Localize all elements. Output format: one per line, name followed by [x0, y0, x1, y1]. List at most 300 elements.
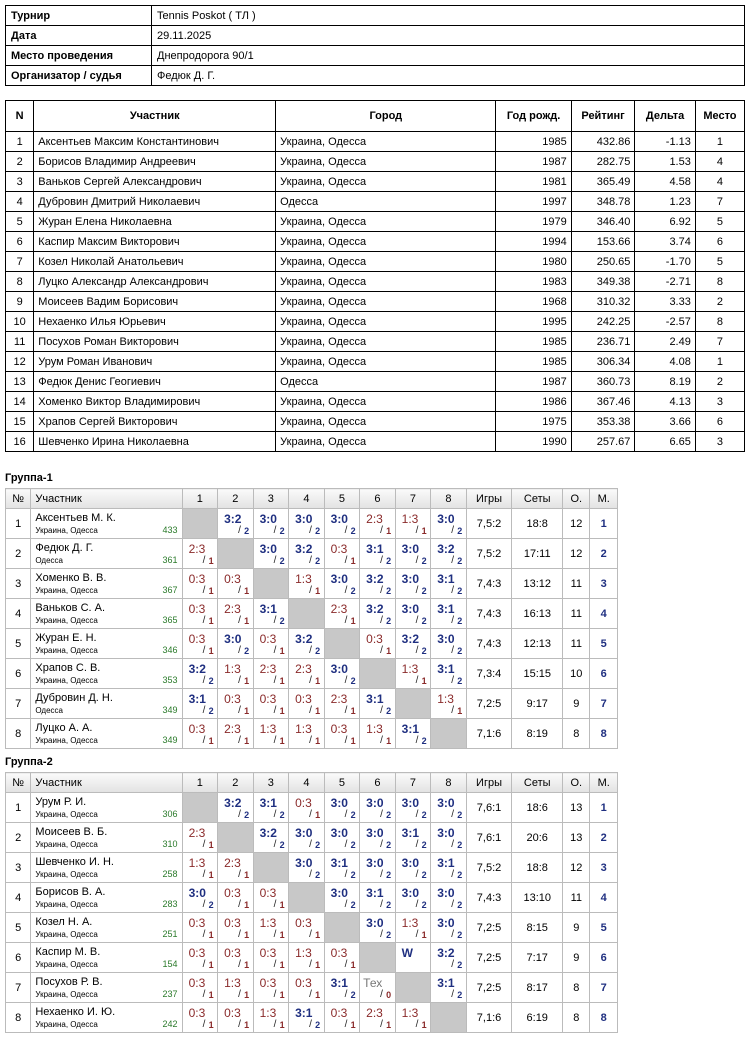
match-slash: /	[273, 899, 277, 910]
info-row	[6, 66, 745, 86]
match-slash: /	[451, 525, 454, 536]
match-points: 2	[457, 616, 463, 626]
match-slash: /	[273, 929, 277, 940]
match-points: 2	[208, 706, 214, 716]
participant-row	[6, 132, 745, 152]
match-result-cell	[218, 793, 254, 823]
participant-cell: Шевченко Ирина Николаевна	[34, 432, 276, 452]
match-score: 0:3	[366, 632, 383, 646]
self-match-cell	[182, 793, 218, 823]
match-slash: /	[344, 555, 348, 566]
participant-row	[6, 392, 745, 412]
group-sets: 20:6	[512, 823, 563, 853]
group-games: 7,5:2	[466, 539, 512, 569]
match-result-cell	[289, 943, 325, 973]
match-slash: /	[344, 525, 348, 536]
participant-cell: 7	[695, 332, 744, 352]
match-result	[396, 509, 431, 538]
match-result	[396, 943, 431, 972]
match-slash: /	[344, 989, 348, 1000]
match-result	[360, 509, 395, 538]
match-points: 2	[350, 526, 356, 536]
match-slash: /	[380, 989, 383, 1000]
match-result	[396, 883, 431, 912]
match-result-cell	[218, 599, 254, 629]
match-slash: /	[344, 705, 348, 716]
match-slash: /	[238, 959, 241, 970]
group-sets: 15:15	[512, 659, 563, 689]
group-col-header: 2	[218, 489, 254, 509]
match-score: 1:3	[259, 916, 277, 930]
match-result	[218, 853, 253, 882]
participant-cell: 5	[695, 212, 744, 232]
match-points: 2	[421, 736, 427, 746]
self-match-cell	[395, 973, 431, 1003]
match-score: 1:3	[224, 976, 241, 990]
info-row	[6, 46, 745, 66]
group-player-number: 2	[6, 539, 31, 569]
match-result	[360, 793, 395, 822]
match-score: 0:3	[295, 976, 312, 990]
match-result	[254, 823, 289, 852]
match-slash: /	[273, 675, 277, 686]
match-points: 2	[457, 586, 463, 596]
self-match-cell	[324, 913, 360, 943]
info-label: Дата	[6, 26, 152, 46]
group-player-cell	[31, 853, 182, 883]
match-result-cell	[324, 883, 360, 913]
info-label: Организатор / судья	[6, 66, 152, 86]
match-score: 2:3	[224, 602, 241, 616]
group-points: 9	[563, 943, 590, 973]
match-slash: /	[451, 675, 454, 686]
match-points: 1	[279, 900, 285, 910]
group-player-cell	[31, 659, 182, 689]
group-player-cell	[31, 719, 182, 749]
match-slash: /	[344, 959, 348, 970]
match-score: 3:1	[437, 662, 455, 676]
match-points: 1	[386, 646, 392, 656]
participant-cell: 242.25	[571, 312, 635, 332]
match-result	[183, 659, 218, 688]
match-slash: /	[415, 645, 419, 656]
group-games: 7,3:4	[466, 659, 512, 689]
match-result	[289, 509, 324, 538]
match-result-cell	[395, 943, 431, 973]
match-slash: /	[202, 615, 206, 626]
participant-cell: 1985	[496, 132, 571, 152]
match-score: 0:3	[295, 916, 312, 930]
match-result-cell	[324, 539, 360, 569]
match-result-cell	[360, 719, 396, 749]
match-score: 3:0	[437, 916, 455, 930]
match-points: 2	[457, 676, 463, 686]
match-result	[325, 943, 360, 972]
match-points: 2	[386, 706, 392, 716]
match-result	[183, 913, 218, 942]
match-score: 3:0	[366, 856, 384, 870]
participant-cell: 4.08	[635, 352, 695, 372]
participant-cell: 6.92	[635, 212, 695, 232]
match-result	[289, 659, 324, 688]
group-row	[6, 853, 618, 883]
participant-row	[6, 432, 745, 452]
group-games: 7,4:3	[466, 883, 512, 913]
match-result-cell	[360, 823, 396, 853]
group-player-cell	[31, 943, 182, 973]
participant-cell: 4.58	[635, 172, 695, 192]
group-points: 13	[563, 823, 590, 853]
participant-cell: Украина, Одесса	[276, 392, 496, 412]
match-result	[360, 823, 395, 852]
match-score: 2:3	[188, 542, 206, 556]
match-result-cell	[324, 509, 360, 539]
match-slash: /	[273, 809, 277, 820]
match-points: 2	[208, 900, 214, 910]
player-rating: 283	[162, 899, 178, 909]
group-sets: 13:12	[512, 569, 563, 599]
group-player-cell	[31, 569, 182, 599]
participant-cell: 1980	[496, 252, 571, 272]
player-rating: 242	[162, 1019, 178, 1029]
match-result	[254, 659, 289, 688]
match-slash: /	[451, 585, 454, 596]
match-result	[183, 973, 218, 1002]
group-place: 2	[590, 823, 618, 853]
match-score: 3:1	[437, 602, 455, 616]
match-points: 1	[279, 1020, 285, 1030]
group-games: 7,2:5	[466, 943, 512, 973]
match-result-cell	[253, 973, 289, 1003]
participants-table	[5, 100, 745, 452]
match-slash: /	[415, 615, 419, 626]
participant-cell: Украина, Одесса	[276, 312, 496, 332]
match-result-cell	[431, 629, 467, 659]
match-slash: /	[451, 809, 454, 820]
match-points: 2	[350, 900, 356, 910]
participant-cell: Хоменко Виктор Владимирович	[34, 392, 276, 412]
match-slash: /	[415, 585, 419, 596]
group-points: 11	[563, 883, 590, 913]
participant-cell: 8	[695, 312, 744, 332]
participant-cell: 360.73	[571, 372, 635, 392]
match-points: 1	[279, 706, 285, 716]
player-city: Украина, Одесса	[35, 615, 98, 625]
group-place: 6	[590, 943, 618, 973]
participant-cell: 3.66	[635, 412, 695, 432]
match-points: 1	[386, 1020, 392, 1030]
match-slash: /	[451, 899, 454, 910]
match-slash: /	[344, 585, 348, 596]
participant-cell: Ваньков Сергей Александрович	[34, 172, 276, 192]
participant-cell: Украина, Одесса	[276, 232, 496, 252]
match-score: 3:0	[401, 572, 420, 586]
match-result	[218, 629, 253, 658]
participant-cell: 3.33	[635, 292, 695, 312]
match-points: 1	[421, 930, 427, 940]
match-score: 2:3	[366, 1006, 383, 1020]
group-games: 7,2:5	[466, 913, 512, 943]
match-result	[360, 629, 395, 658]
participant-cell: 7	[695, 192, 744, 212]
match-slash: /	[202, 929, 206, 940]
participant-cell: 310.32	[571, 292, 635, 312]
group-sets: 13:10	[512, 883, 563, 913]
participant-cell: 367.46	[571, 392, 635, 412]
match-score: 0:3	[295, 692, 312, 706]
group-sets: 9:17	[512, 689, 563, 719]
match-points: 1	[208, 990, 214, 1000]
match-slash: /	[202, 585, 206, 596]
participants-col-header: Место	[695, 101, 744, 132]
group-player-cell	[31, 793, 182, 823]
match-result-cell	[395, 569, 431, 599]
match-slash: /	[380, 839, 383, 850]
group-col-header: 6	[360, 773, 396, 793]
match-points: 1	[315, 676, 321, 686]
match-result-cell	[218, 509, 254, 539]
group-place: 2	[590, 539, 618, 569]
match-score: 3:0	[401, 542, 420, 556]
match-result-cell	[431, 913, 467, 943]
group-row	[6, 943, 618, 973]
participant-cell: 8	[695, 272, 744, 292]
match-result-cell	[218, 569, 254, 599]
match-result	[218, 659, 253, 688]
group-sets: 6:19	[512, 1003, 563, 1033]
group-col-header: М.	[590, 773, 618, 793]
group-row	[6, 599, 618, 629]
match-points: 1	[279, 676, 285, 686]
participant-cell: Храпов Сергей Викторович	[34, 412, 276, 432]
match-score: 3:2	[188, 662, 206, 676]
player-name: Храпов С. В.	[35, 661, 101, 674]
match-result-cell	[395, 853, 431, 883]
match-result-cell	[324, 823, 360, 853]
participant-cell: 13	[6, 372, 34, 392]
match-result	[360, 689, 395, 718]
participant-cell: 6	[695, 232, 744, 252]
match-result	[396, 719, 431, 748]
match-score: 3:0	[259, 542, 277, 556]
group-col-header: Сеты	[512, 489, 563, 509]
match-score: 3:0	[401, 602, 420, 616]
match-score: 3:1	[330, 856, 348, 870]
match-result	[431, 629, 466, 658]
match-score: 0:3	[188, 722, 206, 736]
participant-cell: 3	[695, 432, 744, 452]
group-player-number: 7	[6, 973, 31, 1003]
match-slash: /	[309, 989, 312, 1000]
match-points: 1	[350, 706, 356, 716]
match-slash: /	[415, 839, 419, 850]
match-result-cell	[253, 883, 289, 913]
match-score: 2:3	[330, 602, 348, 616]
match-result	[325, 509, 360, 538]
match-result-cell	[431, 823, 467, 853]
match-result	[289, 569, 324, 598]
match-result-cell	[395, 823, 431, 853]
match-result	[218, 689, 253, 718]
participant-cell: 5	[695, 252, 744, 272]
match-slash: /	[309, 675, 312, 686]
match-slash: /	[309, 1019, 312, 1030]
match-slash: /	[380, 869, 383, 880]
group-player-cell	[31, 509, 182, 539]
match-result-cell	[360, 569, 396, 599]
match-points: 1	[279, 646, 285, 656]
self-match-cell	[431, 1003, 467, 1033]
group-games: 7,1:6	[466, 719, 512, 749]
participant-cell: 5	[6, 212, 34, 232]
match-points: 2	[386, 810, 392, 820]
group-player-number: 1	[6, 793, 31, 823]
participant-cell: 4.13	[635, 392, 695, 412]
participant-cell: Козел Николай Анатольевич	[34, 252, 276, 272]
participant-row	[6, 312, 745, 332]
participant-cell: 1	[695, 352, 744, 372]
match-score: 1:3	[259, 722, 277, 736]
match-points: 0	[386, 990, 392, 1000]
match-points: 1	[208, 586, 214, 596]
match-result	[431, 509, 466, 538]
match-result	[183, 1003, 218, 1032]
participant-cell: Украина, Одесса	[276, 352, 496, 372]
match-score: 3:1	[188, 692, 206, 706]
match-result-cell	[182, 883, 218, 913]
group-place: 7	[590, 973, 618, 1003]
group-games: 7,4:3	[466, 599, 512, 629]
player-rating: 353	[162, 675, 178, 685]
match-result-cell	[218, 943, 254, 973]
match-score: 0:3	[330, 722, 348, 736]
match-slash: /	[451, 705, 454, 716]
match-score: 1:3	[401, 916, 419, 930]
match-result-cell	[182, 943, 218, 973]
match-slash: /	[202, 645, 206, 656]
match-slash: /	[380, 809, 383, 820]
match-points: 2	[244, 526, 250, 536]
match-result	[396, 539, 431, 568]
match-score: 0:3	[188, 602, 206, 616]
match-score: 3:1	[437, 856, 455, 870]
match-result-cell	[253, 913, 289, 943]
match-result	[254, 913, 289, 942]
match-result-cell	[289, 823, 325, 853]
participant-cell: 1986	[496, 392, 571, 412]
match-score: 0:3	[224, 946, 241, 960]
match-result-cell	[431, 599, 467, 629]
match-result	[360, 539, 395, 568]
match-result-cell	[253, 719, 289, 749]
match-result-cell	[182, 569, 218, 599]
match-result	[360, 853, 395, 882]
match-points: 2	[386, 900, 392, 910]
match-result-cell	[253, 539, 289, 569]
match-result	[254, 793, 289, 822]
match-score: 3:2	[295, 632, 313, 646]
participant-row	[6, 352, 745, 372]
match-points: 1	[315, 990, 321, 1000]
match-result-cell	[289, 689, 325, 719]
match-score: 0:3	[224, 572, 241, 586]
group-games: 7,4:3	[466, 629, 512, 659]
match-score: 3:0	[401, 796, 420, 810]
match-points: 1	[208, 930, 214, 940]
participant-row	[6, 212, 745, 232]
match-result-cell	[182, 629, 218, 659]
group-player-number: 3	[6, 569, 31, 599]
match-result-cell	[253, 689, 289, 719]
match-score: 3:0	[259, 512, 277, 526]
match-score: 3:0	[437, 886, 455, 900]
player-name: Каспир М. В.	[35, 945, 101, 958]
match-slash: /	[273, 525, 277, 536]
match-result-cell	[395, 539, 431, 569]
group-player-number: 5	[6, 629, 31, 659]
match-slash: /	[380, 585, 383, 596]
match-result-cell	[360, 629, 396, 659]
match-points: 2	[457, 960, 463, 970]
match-points: 2	[421, 616, 427, 626]
group-row	[6, 883, 618, 913]
group-sets: 18:8	[512, 853, 563, 883]
match-result	[396, 793, 431, 822]
match-result-cell	[395, 629, 431, 659]
match-score: 0:3	[259, 692, 277, 706]
self-match-cell	[360, 659, 396, 689]
match-result	[289, 853, 324, 882]
group-place: 3	[590, 569, 618, 599]
match-slash: /	[451, 645, 454, 656]
match-result-cell	[253, 823, 289, 853]
group-sets: 7:17	[512, 943, 563, 973]
match-points: 1	[244, 736, 250, 746]
participant-cell: 2	[695, 292, 744, 312]
match-slash: /	[415, 675, 419, 686]
match-result	[218, 943, 253, 972]
match-result	[396, 659, 431, 688]
match-result-cell	[182, 1003, 218, 1033]
match-slash: /	[309, 959, 312, 970]
match-result-cell	[218, 659, 254, 689]
match-slash: /	[380, 555, 383, 566]
group-1-header-row	[6, 489, 618, 509]
match-result-cell	[182, 973, 218, 1003]
match-result	[431, 913, 466, 942]
match-score: 3:0	[188, 886, 206, 900]
group-col-header: 5	[324, 773, 360, 793]
player-name: Луцко А. А.	[35, 721, 93, 734]
match-result	[289, 689, 324, 718]
match-score: 3:0	[295, 512, 313, 526]
match-points: 1	[244, 586, 250, 596]
match-result	[254, 689, 289, 718]
match-score: 3:0	[330, 662, 348, 676]
group-col-header: Игры	[466, 489, 512, 509]
match-slash: /	[309, 525, 312, 536]
participant-cell: Посухов Роман Викторович	[34, 332, 276, 352]
match-result-cell	[253, 1003, 289, 1033]
group-player-number: 6	[6, 943, 31, 973]
match-points: 1	[315, 930, 321, 940]
match-result	[360, 719, 395, 748]
match-result-cell	[289, 629, 325, 659]
player-rating: 349	[162, 705, 178, 715]
group-points: 11	[563, 569, 590, 599]
match-result	[396, 1003, 431, 1032]
match-score: 1:3	[437, 692, 454, 706]
